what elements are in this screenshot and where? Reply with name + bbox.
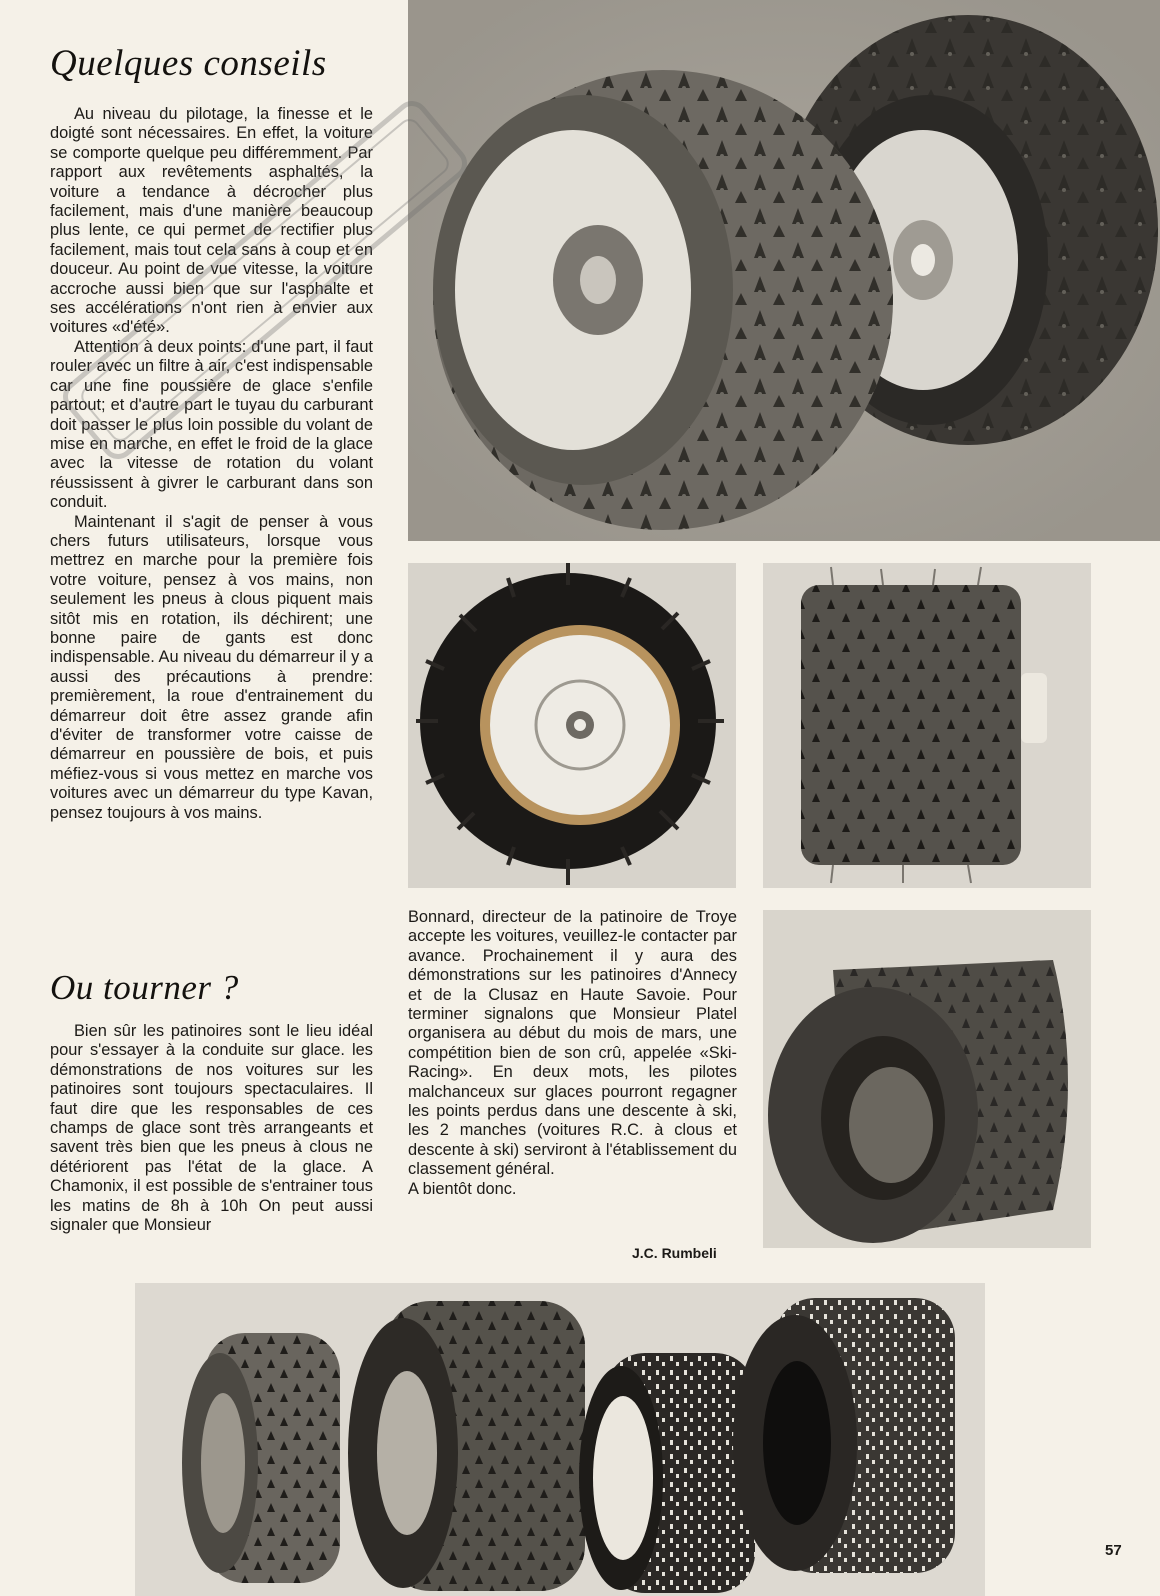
photo-four-studded-wheels	[135, 1283, 985, 1596]
photo-studded-wheels-closeup	[408, 0, 1160, 541]
paragraph-bonnard: Bonnard, directeur de la patinoire de Troye accepte les voitures, veuillez-le contacter par avance. Prochainement il y aura des démonstrations sur les patinoires d'Annecy et de la Clusaz en Haute Savoie. Pour terminer signalons que Monsieur Platel organisera au début du mois de mars, une compétition bien de son crû, appelée «Ski-Racing». En deux mots, les pilotes malchanceux sur glaces pourront regagner les points perdus dans une descente à ski, les 2 manches (voitures R.C. à clous et descente à ski) serviront à l'établissement du classement général.	[408, 908, 737, 1179]
page-number: 57	[1105, 1542, 1122, 1559]
photo-studded-tyre-angle	[763, 910, 1091, 1248]
paragraph-pilotage: Au niveau du pilotage, la finesse et le doigté sont nécessaires. En effet, la voiture se comporte quelque peu différemment. Par rapport aux revêtements asphaltés, la voiture a tendance à décrocher plus facilement, mais d'une manière beaucoup plus lente, ce qui permet de rectifier plus facilement, mais tout cela sans à coup et en douceur. Au point de vue vitesse, la voiture accroche aussi bien que sur l'asphalte et ses accélérations n'ont rien à envier aux voitures «d'été».	[50, 105, 373, 337]
heading-ou-tourner: Ou tourner ?	[50, 968, 239, 1007]
photo-spiked-wheel-face	[408, 563, 736, 888]
photo-studded-tyre-side	[763, 563, 1091, 888]
author-signature: J.C. Rumbeli	[632, 1245, 717, 1261]
paragraph-maintenant: Maintenant il s'agit de penser à vous chers futurs utilisateurs, lorsque vous mettrez en marche pour la première fois votre voiture, pensez à vos mains, non seulement les pneus à clous piquent mais sitôt mis en rotation, ils déchirent; une bonne paire de gants est donc indispensable. Au niveau du démarreur il y a aussi des précautions à prendre: premièrement, la roue d'entrainement du démarreur doit être assez grande afin d'éviter de transformer votre caisse de démarreur en poussière de bois, et puis méfiez-vous si vous mettez en marche vos voitures avec un démarreur du type Kavan, pensez toujours à vos mains.	[50, 512, 373, 822]
paragraph-ou-tourner: Bien sûr les patinoires sont le lieu idéal pour s'essayer à la conduite sur glace. les démonstrations de nos voitures sur les patinoires sont toujours spectaculaires. Il faut dire que les responsables de ces champs de glace sont très arrangeants et savent très bien que les pneus à clous ne détériorent pas l'état de la glace. A Chamonix, il est possible de s'entrainer tous les matins de 8h à 10h On peut aussi signaler que Monsieur	[50, 1022, 373, 1235]
heading-quelques-conseils: Quelques conseils	[50, 43, 327, 84]
paragraph-attention: Attention à deux points: d'une part, il faut rouler avec un filtre à air, c'est indispensable car une fine poussière de glace s'enfile partout; et d'autre part le tuyau du carburant doit passer le plus loin possible du volant de mise en marche, en effet le froid de la glace avec la vitesse de rotation du volant réussissent à givrer le carburant dans son conduit.	[50, 337, 373, 512]
closing-line: A bientôt donc.	[408, 1179, 517, 1198]
article-column-3	[408, 908, 737, 1199]
article-column-2	[50, 1022, 373, 1235]
